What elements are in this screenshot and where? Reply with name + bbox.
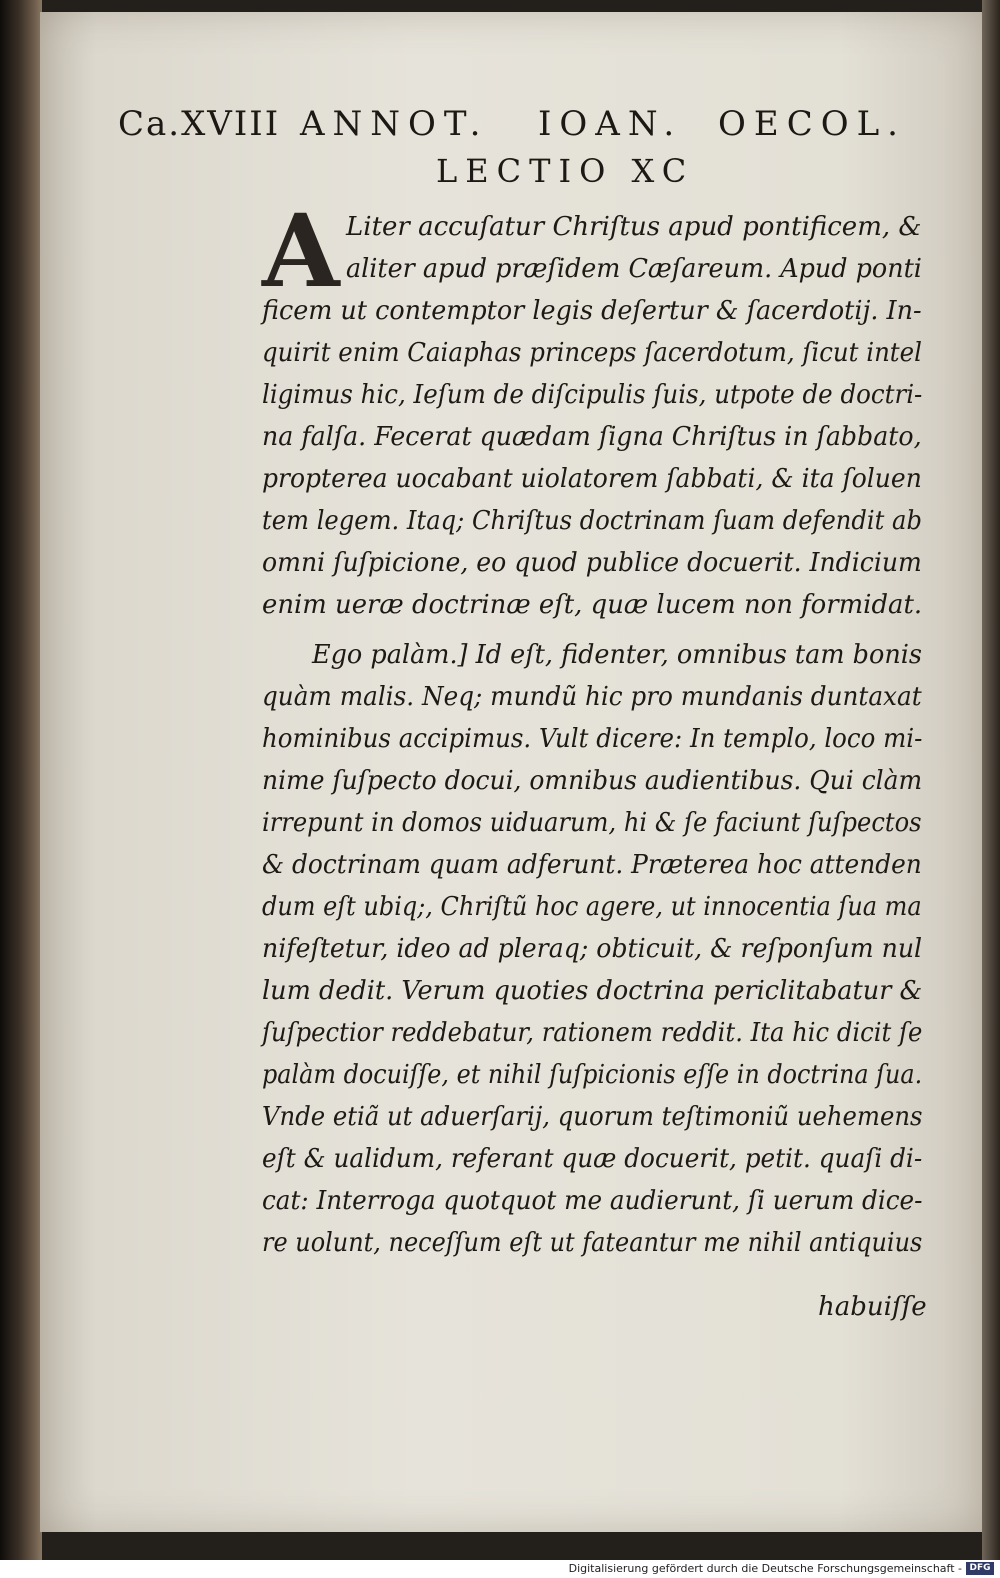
dfg-logo[interactable]: DFG (966, 1562, 994, 1575)
section-heading: LECTIO XC (436, 152, 695, 190)
text-line: palàm docuiſſe, et nihil ſuſpicionis eſſe in doctrina ſua. (262, 1060, 923, 1090)
text-line: dum eſt ubiq;, Chriſtũ hoc agere, ut innocentia ſua ma (262, 892, 922, 922)
text-line: nifeſtetur, ideo ad pleraq; obticuit, & reſponſum nul (262, 934, 923, 964)
text-line: aliter apud præſidem Cæſareum. Apud ponti (346, 254, 922, 284)
text-line: Ego palàm.] Id eſt, fidenter, omnibus tam bonis (312, 640, 922, 670)
text-line: quàm malis. Neq; mundũ hic pro mundanis duntaxat (262, 682, 922, 712)
chapter-number: Ca.XVIII (118, 104, 281, 144)
text-line: propterea uocabant uiolatorem ſabbati, & ita ſoluen (262, 464, 922, 494)
text-line: irrepunt in domos uiduarum, hi & ſe faciunt ſuſpectos (262, 808, 922, 838)
text-line: Vnde etiã ut aduerſarij, quorum teſtimoniũ uehemens (262, 1102, 923, 1132)
footer-credit: Digitalisierung gefördert durch die Deutsche Forschungsgemeinschaft - (568, 1562, 962, 1575)
text-line: na falſa. Fecerat quædam ſigna Chriſtus in ſabbato, (262, 422, 922, 452)
page-edge-shadow (982, 0, 1000, 1560)
text-line: & doctrinam quam adferunt. Præterea hoc attenden (262, 850, 922, 880)
text-line: eſt & ualidum, referant quæ docuerit, petit. quaſi di- (262, 1144, 923, 1174)
text-line: ligimus hic, Ieſum de diſcipulis ſuis, utpote de doctri- (262, 380, 923, 410)
text-line: enim ueræ doctrinæ eſt, quæ lucem non formidat. (262, 590, 923, 620)
running-head-annot: ANNOT. (300, 104, 489, 144)
drop-capital: A (262, 192, 340, 310)
text-line: cat: Interroga quotquot me audierunt, ſi uerum dice- (262, 1186, 923, 1216)
text-line: ficem ut contemptor legis deſertur & ſacerdotij. In- (262, 296, 922, 326)
running-head-ioan: IOAN. (538, 104, 683, 144)
catchword: habuiſſe (818, 1292, 927, 1322)
text-line: hominibus accipimus. Vult dicere: In templo, loco mi- (262, 724, 923, 754)
text-line: Liter accuſatur Chriſtus apud pontificem, & (346, 212, 922, 242)
text-line: ſuſpectior reddebatur, rationem reddit. Ita hic dicit ſe (262, 1018, 923, 1048)
text-line: re uolunt, neceſſum eſt ut fateantur me nihil antiquius (262, 1228, 923, 1258)
book-spine (0, 0, 42, 1560)
text-line: omni ſuſpicione, eo quod publice docuerit. Indicium (262, 548, 922, 578)
text-line: quirit enim Caiaphas princeps ſacerdotum, ſicut intel (262, 338, 922, 368)
text-line: lum dedit. Verum quoties doctrina periclitabatur & (262, 976, 923, 1006)
text-line: nime ſuſpecto docui, omnibus audientibus. Qui clàm (262, 766, 923, 796)
text-line: tem legem. Itaq; Chriſtus doctrinam ſuam defendit ab (262, 506, 922, 536)
running-head-oecol: OECOL. (718, 104, 906, 144)
running-head (118, 104, 918, 156)
